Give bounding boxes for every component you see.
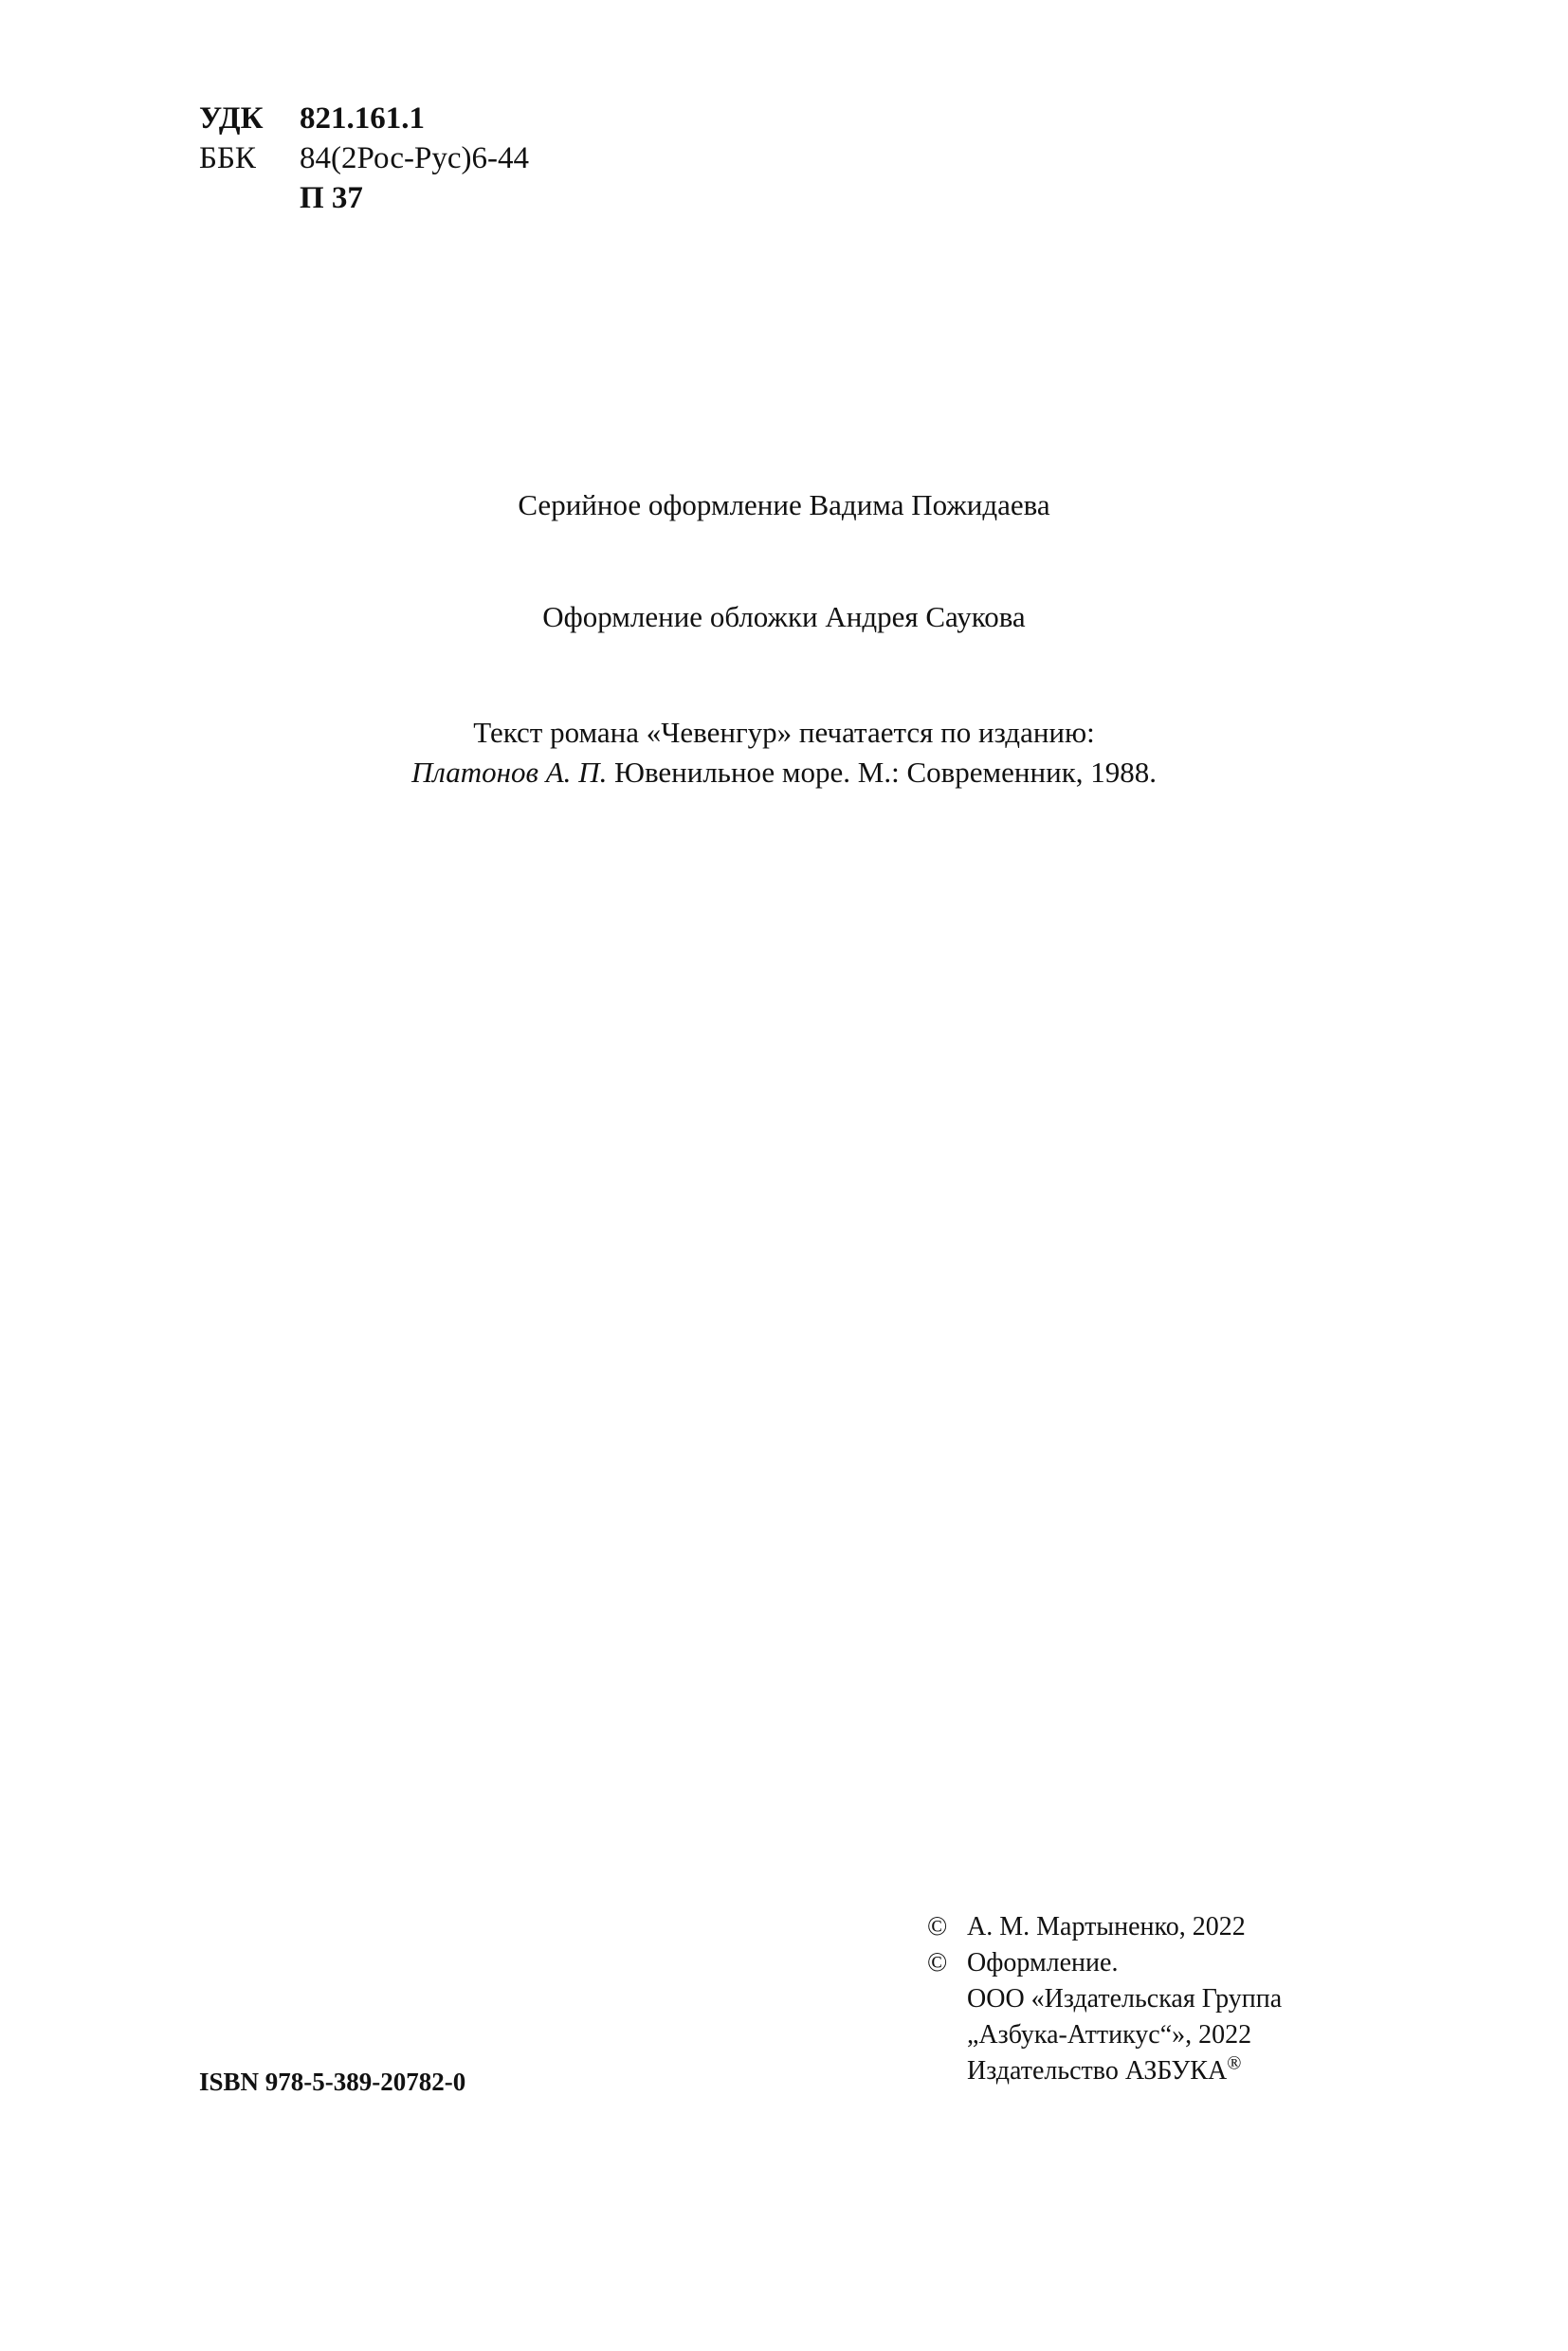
author-sign-spacer xyxy=(199,178,300,218)
imprint-name: Издательство АЗБУКА xyxy=(967,2056,1228,2086)
registered-mark: ® xyxy=(1227,2052,1242,2074)
classification-block xyxy=(199,99,529,218)
copyright-imprint xyxy=(927,2053,1282,2089)
isbn: ISBN 978-5-389-20782-0 xyxy=(199,2068,466,2096)
author-sign-row xyxy=(199,178,529,218)
copyright-author-line xyxy=(927,1909,1282,1945)
source-edition-note xyxy=(0,713,1568,793)
bbk-value: 84(2Рос-Рус)6-44 xyxy=(300,141,529,175)
copyright-symbol: © xyxy=(927,1912,948,1941)
series-design-credit: Серийное оформление Вадима Пожидаева xyxy=(518,488,1050,521)
copyright-design-line xyxy=(927,1945,1282,1981)
copyright-publisher-line: ООО «Издательская Группа xyxy=(967,1984,1283,2014)
source-edition: Ювенильное море. М.: Современник, 1988. xyxy=(614,756,1158,789)
bbk-row xyxy=(199,138,529,178)
cover-design-credit: Оформление обложки Андрея Саукова xyxy=(542,600,1026,633)
bbk-label: ББК xyxy=(199,141,256,175)
copyright-block xyxy=(927,1909,1282,2089)
author-sign: П 37 xyxy=(300,181,363,215)
source-intro: Текст романа «Чевенгур» печатается по изданию: xyxy=(473,716,1095,749)
copyright-symbol: © xyxy=(927,1948,948,1977)
source-citation xyxy=(0,753,1568,793)
copyright-publisher-name: „Азбука-Аттикус“», 2022 xyxy=(967,2020,1252,2050)
udc-row xyxy=(199,99,529,138)
copyright-author: А. М. Мартыненко, 2022 xyxy=(967,1912,1246,1941)
copyright-design: Оформление. xyxy=(967,1948,1119,1977)
source-author: Платонов А. П. xyxy=(410,756,608,789)
udc-label: УДК xyxy=(199,101,264,136)
udc-value: 821.161.1 xyxy=(300,101,425,136)
